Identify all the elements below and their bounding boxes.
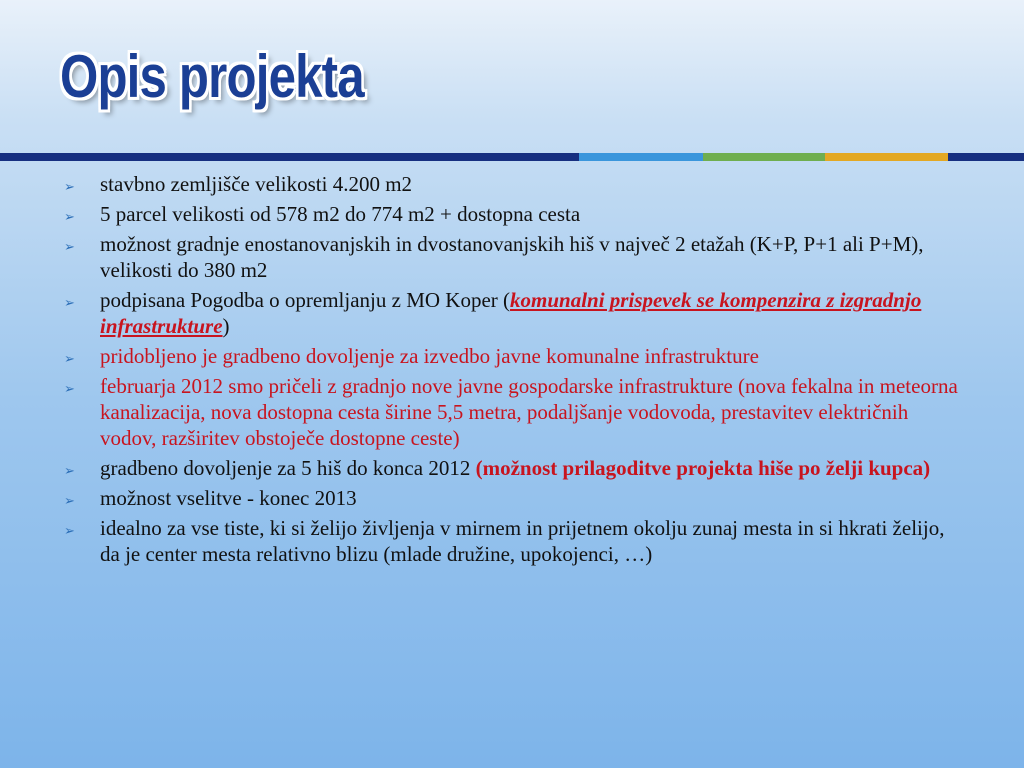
bullet-list [64, 171, 969, 571]
bullet-item [64, 485, 969, 511]
divider-segment-green [703, 153, 825, 161]
bullet-text: idealno za vse tiste, ki si želijo življenja v mirnem in prijetnem okolju zunaj mesta in si hkrati želijo, da je center mesta relativno blizu (mlade družine, upokojenci, …) [100, 516, 945, 566]
chevron-right-icon: ➢ [64, 240, 75, 255]
bullet-item [64, 231, 969, 283]
bullet-item [64, 455, 969, 481]
chevron-right-icon: ➢ [64, 524, 75, 539]
chevron-right-icon: ➢ [64, 382, 75, 397]
bullet-highlight-text: (možnost prilagoditve projekta hiše po želji kupca) [475, 456, 931, 480]
chevron-right-icon: ➢ [64, 494, 75, 509]
chevron-right-icon: ➢ [64, 352, 75, 367]
divider-segment-navy-end [948, 153, 1024, 161]
bullet-text: možnost gradnje enostanovanjskih in dvostanovanjskih hiš v največ 2 etažah (K+P, P+1 ali P+M), velikosti do 380 m2 [100, 232, 924, 282]
bullet-text: februarja 2012 smo pričeli z gradnjo nove javne gospodarske infrastrukture (nova fekalna in meteorna kanalizacija, nova dostopna cesta širine 5,5 metra, podaljšanje vodovoda, prestavitev električnih vodov, razširitev obstoječe dostopne ceste) [100, 374, 958, 450]
bullet-highlight-text: komunalni prispevek se kompenzira z izgradnjo infrastrukture [100, 288, 922, 338]
chevron-right-icon: ➢ [64, 180, 75, 195]
bullet-text: stavbno zemljišče velikosti 4.200 m2 [100, 172, 413, 196]
bullet-item [64, 515, 969, 567]
bullet-item [64, 287, 969, 339]
bullet-item [64, 373, 969, 451]
bullet-text-end: ) [222, 314, 230, 338]
bullet-text: pridobljeno je gradbeno dovoljenje za izvedbo javne komunalne infrastrukture [100, 344, 759, 368]
bullet-item [64, 201, 969, 227]
divider-segment-navy [0, 153, 579, 161]
bullet-text: gradbeno dovoljenje za 5 hiš do konca 2012 [100, 456, 476, 480]
divider-segment-gold [825, 153, 948, 161]
divider-segment-blue [579, 153, 703, 161]
bullet-item [64, 171, 969, 197]
bullet-text: podpisana Pogodba o opremljanju z MO Koper ( [100, 288, 511, 312]
bullet-text: možnost vselitve - konec 2013 [100, 486, 357, 510]
bullet-text: 5 parcel velikosti od 578 m2 do 774 m2 + dostopna cesta [100, 202, 581, 226]
title-divider [0, 153, 1024, 161]
slide-title: Opis projekta [60, 43, 364, 110]
chevron-right-icon: ➢ [64, 296, 75, 311]
bullet-item [64, 343, 969, 369]
chevron-right-icon: ➢ [64, 464, 75, 479]
chevron-right-icon: ➢ [64, 210, 75, 225]
